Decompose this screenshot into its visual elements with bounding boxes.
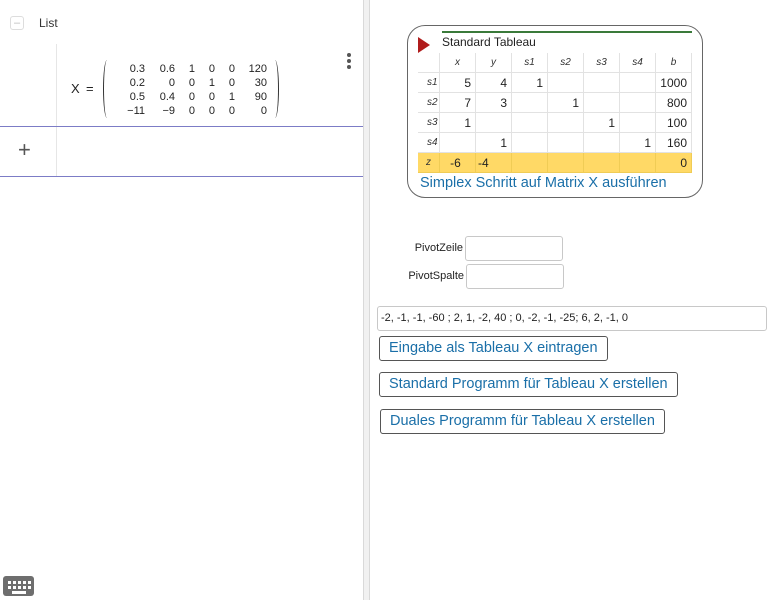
tableau-cell: 1 [476, 133, 512, 153]
algebra-row-matrix[interactable] [0, 44, 363, 127]
tableau-cell: 5 [440, 73, 476, 93]
matrix-cell: 0 [208, 91, 215, 103]
pivot-col-label: PivotSpalte [408, 270, 464, 282]
algebra-input-row[interactable] [0, 127, 363, 177]
list-label: List [39, 16, 58, 30]
tableau-cell: 7 [440, 93, 476, 113]
more-vertical-icon[interactable] [344, 53, 354, 73]
graphics-panel [370, 0, 780, 600]
matrix-row [115, 90, 267, 104]
tableau-cell: -4 [476, 153, 512, 173]
plus-icon[interactable]: + [18, 137, 31, 162]
tableau-cell [620, 93, 656, 113]
matrix-cell: 0.2 [129, 77, 145, 89]
tableau-header-cell [418, 53, 440, 73]
matrix-cell: 0 [208, 105, 215, 117]
matrix-row [115, 62, 267, 76]
algebra-panel [0, 0, 363, 600]
tableau-cell [584, 93, 620, 113]
left-parenthesis [103, 60, 111, 118]
tableau-cell [512, 113, 548, 133]
matrix-cell: 90 [254, 91, 267, 103]
tableau-cell [584, 133, 620, 153]
tableau-cell: 160 [656, 133, 692, 153]
matrix-cell: 0 [168, 77, 175, 89]
tableau-cell: 1 [440, 113, 476, 133]
tableau-cell [512, 153, 548, 173]
tableau-cell: 1000 [656, 73, 692, 93]
right-parenthesis [271, 60, 279, 118]
tableau-row-label: s1 [418, 73, 440, 93]
pivot-row-label: PivotZeile [414, 242, 463, 254]
tableau-header-cell: s1 [512, 53, 548, 73]
matrix-cell: 1 [208, 77, 215, 89]
tableau-input-field[interactable]: -2, -1, -1, -60 ; 2, 1, -2, 40 ; 0, -2, -1, -25; 6, 2, -1, 0 [377, 306, 767, 331]
tableau-header-cell: y [476, 53, 512, 73]
tableau-cell: 1 [512, 73, 548, 93]
matrix-cell: 0 [228, 77, 235, 89]
matrix-display [103, 60, 279, 118]
tableau-cell: 100 [656, 113, 692, 133]
tableau-cell [548, 113, 584, 133]
tableau-cell: -6 [440, 153, 476, 173]
tableau-row [418, 73, 692, 93]
tableau-cell: 3 [476, 93, 512, 113]
tableau-cell [476, 113, 512, 133]
matrix-cell: 0 [188, 105, 195, 117]
dual-program-button[interactable]: Duales Programm für Tableau X erstellen [380, 409, 665, 434]
tableau-title: Standard Tableau [442, 35, 536, 49]
matrix-cell: 0.6 [159, 63, 175, 75]
tableau-cell: 4 [476, 73, 512, 93]
matrix-cell: 120 [248, 63, 267, 75]
equals-sign: = [86, 81, 94, 96]
matrix-cell: 0 [188, 91, 195, 103]
matrix-cell: 0 [260, 105, 267, 117]
matrix-cell: 30 [254, 77, 267, 89]
matrix-cell: 0 [228, 105, 235, 117]
matrix-row [115, 104, 267, 118]
tableau-cell [440, 133, 476, 153]
algebra-input-field[interactable] [60, 131, 358, 171]
matrix-cell: 0 [228, 63, 235, 75]
standard-program-button[interactable]: Standard Programm für Tableau X erstellen [379, 372, 678, 397]
matrix-cell: 0.4 [159, 91, 175, 103]
tableau-header-row [418, 53, 692, 73]
enter-tableau-button[interactable]: Eingabe als Tableau X eintragen [379, 336, 608, 361]
row-marker-divider [56, 44, 57, 126]
tableau-cell [620, 153, 656, 173]
tableau-cell [548, 73, 584, 93]
matrix-cell: 0 [208, 63, 215, 75]
tableau-cell [548, 153, 584, 173]
tableau-row [418, 133, 692, 153]
tableau-cell [548, 133, 584, 153]
tableau-row [418, 93, 692, 113]
keyboard-icon[interactable] [3, 576, 34, 596]
tableau-objective-row [418, 153, 692, 173]
algebra-header [0, 0, 363, 44]
matrix-cell: 1 [228, 91, 235, 103]
tableau-cell: 1 [620, 133, 656, 153]
tableau-cell [584, 73, 620, 93]
tableau-cell [620, 73, 656, 93]
tableau-row-label: z [418, 153, 440, 173]
tableau-row-label: s2 [418, 93, 440, 113]
simplex-step-button[interactable]: Simplex Schritt auf Matrix X ausführen [420, 175, 667, 191]
tableau-cell [620, 113, 656, 133]
tableau-cell: 0 [656, 153, 692, 173]
pivot-col-input[interactable] [466, 264, 564, 289]
tableau-cell: 1 [548, 93, 584, 113]
matrix-name: X [71, 81, 80, 96]
tableau-header-cell: s3 [584, 53, 620, 73]
matrix-cell: 0.3 [129, 63, 145, 75]
matrix-cell: 0.5 [129, 91, 145, 103]
tableau-cell [512, 133, 548, 153]
tableau-header-cell: x [440, 53, 476, 73]
collapse-icon[interactable]: – [10, 16, 24, 30]
tableau-title-row [418, 33, 692, 53]
tableau-header-cell: b [656, 53, 692, 73]
matrix-row [115, 76, 267, 90]
tableau-row-label: s3 [418, 113, 440, 133]
matrix-cell: 1 [188, 63, 195, 75]
tableau-cell: 800 [656, 93, 692, 113]
tableau-cell [584, 153, 620, 173]
row-marker-divider [56, 127, 57, 176]
tableau-cell [512, 93, 548, 113]
matrix-cell: 0 [188, 77, 195, 89]
matrix-cell: −11 [127, 105, 145, 117]
matrix-grid [115, 62, 267, 118]
tableau-row-label: s4 [418, 133, 440, 153]
pivot-row-input[interactable] [465, 236, 563, 261]
tableau-cell: 1 [584, 113, 620, 133]
matrix-cell: −9 [162, 105, 175, 117]
tableau-header-cell: s4 [620, 53, 656, 73]
tableau-header-cell: s2 [548, 53, 584, 73]
tableau-row [418, 113, 692, 133]
panel-divider[interactable] [363, 0, 370, 600]
